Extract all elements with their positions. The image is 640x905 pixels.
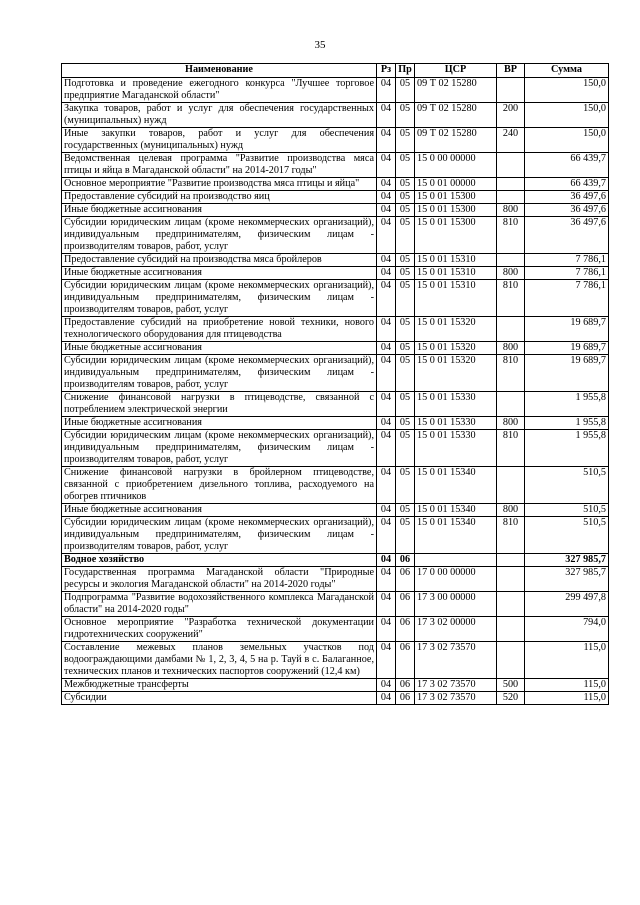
header-name: Наименование xyxy=(62,64,377,78)
row-rz: 04 xyxy=(377,128,396,153)
row-sum: 66 439,7 xyxy=(525,153,609,178)
table-row xyxy=(62,467,609,504)
row-sum: 794,0 xyxy=(525,617,609,642)
row-pr: 06 xyxy=(396,592,415,617)
row-rz: 04 xyxy=(377,592,396,617)
row-sum: 1 955,8 xyxy=(525,430,609,467)
row-pr: 06 xyxy=(396,692,415,705)
row-pr: 05 xyxy=(396,128,415,153)
row-vr: 240 xyxy=(497,128,525,153)
table-row xyxy=(62,592,609,617)
row-sum: 7 786,1 xyxy=(525,280,609,317)
row-pr: 05 xyxy=(396,517,415,554)
table-row xyxy=(62,430,609,467)
row-csr: 17 3 02 73570 xyxy=(415,692,497,705)
table-row xyxy=(62,254,609,267)
row-vr: 810 xyxy=(497,217,525,254)
row-pr: 05 xyxy=(396,467,415,504)
row-name: Ведомственная целевая программа "Развитие производства мяса птицы и яйца в Магаданской области" на 2014-2017 годы" xyxy=(62,153,377,178)
row-pr: 05 xyxy=(396,103,415,128)
row-rz: 04 xyxy=(377,178,396,191)
row-pr: 05 xyxy=(396,392,415,417)
row-name: Предоставление субсидий на приобретение новой техники, нового технологического оборудования для птицеводства xyxy=(62,317,377,342)
row-name: Субсидии xyxy=(62,692,377,705)
row-csr: 15 0 01 15300 xyxy=(415,204,497,217)
row-vr: 800 xyxy=(497,417,525,430)
table-row xyxy=(62,355,609,392)
row-name: Подпрограмма "Развитие водохозяйственного комплекса Магаданской области" на 2014-2020 годы" xyxy=(62,592,377,617)
row-vr: 800 xyxy=(497,504,525,517)
row-sum: 510,5 xyxy=(525,504,609,517)
table-header xyxy=(62,64,609,78)
row-pr: 05 xyxy=(396,254,415,267)
row-pr: 05 xyxy=(396,217,415,254)
row-csr: 09 Т 02 15280 xyxy=(415,103,497,128)
row-sum: 7 786,1 xyxy=(525,267,609,280)
row-name: Основное мероприятие "Разработка технической документации гидротехнических сооружений" xyxy=(62,617,377,642)
budget-table xyxy=(61,63,609,705)
table-row xyxy=(62,191,609,204)
row-sum: 36 497,6 xyxy=(525,191,609,204)
row-sum: 36 497,6 xyxy=(525,204,609,217)
table-row xyxy=(62,417,609,430)
row-pr: 06 xyxy=(396,554,415,567)
row-rz: 04 xyxy=(377,392,396,417)
row-vr xyxy=(497,617,525,642)
row-sum: 150,0 xyxy=(525,103,609,128)
table-row xyxy=(62,692,609,705)
row-rz: 04 xyxy=(377,417,396,430)
row-vr xyxy=(497,467,525,504)
row-vr: 500 xyxy=(497,679,525,692)
row-vr xyxy=(497,153,525,178)
row-csr: 09 Т 02 15280 xyxy=(415,78,497,103)
row-name: Водное хозяйство xyxy=(62,554,377,567)
row-rz: 04 xyxy=(377,78,396,103)
table-row xyxy=(62,78,609,103)
row-name: Субсидии юридическим лицам (кроме некоммерческих организаций), индивидуальным предпринимателям, физическим лицам - производителям товаров, работ, услуг xyxy=(62,517,377,554)
row-csr: 15 0 01 15330 xyxy=(415,430,497,467)
row-vr: 810 xyxy=(497,280,525,317)
row-sum: 510,5 xyxy=(525,467,609,504)
row-vr xyxy=(497,592,525,617)
table-row xyxy=(62,642,609,679)
header-csr: ЦСР xyxy=(415,64,497,78)
row-name: Субсидии юридическим лицам (кроме некоммерческих организаций), индивидуальным предпринимателям, физическим лицам - производителям товаров, работ, услуг xyxy=(62,217,377,254)
table-row xyxy=(62,567,609,592)
row-rz: 04 xyxy=(377,692,396,705)
header-sum: Сумма xyxy=(525,64,609,78)
row-sum: 115,0 xyxy=(525,679,609,692)
row-name: Иные закупки товаров, работ и услуг для обеспечения государственных (муниципальных) нужд xyxy=(62,128,377,153)
row-sum: 36 497,6 xyxy=(525,217,609,254)
row-csr: 17 0 00 00000 xyxy=(415,567,497,592)
row-sum: 19 689,7 xyxy=(525,317,609,342)
row-name: Подготовка и проведение ежегодного конкурса "Лучшее торговое предприятие Магаданской области" xyxy=(62,78,377,103)
row-csr: 17 3 00 00000 xyxy=(415,592,497,617)
row-pr: 05 xyxy=(396,417,415,430)
row-csr: 15 0 01 15300 xyxy=(415,191,497,204)
row-rz: 04 xyxy=(377,267,396,280)
row-csr: 15 0 01 15320 xyxy=(415,317,497,342)
row-csr: 15 0 01 15310 xyxy=(415,254,497,267)
row-sum: 150,0 xyxy=(525,128,609,153)
table-row xyxy=(62,103,609,128)
row-vr xyxy=(497,254,525,267)
row-csr: 15 0 00 00000 xyxy=(415,153,497,178)
row-rz: 04 xyxy=(377,642,396,679)
row-pr: 05 xyxy=(396,342,415,355)
row-name: Государственная программа Магаданской области "Природные ресурсы и экология Магаданской области" на 2014-2020 годы" xyxy=(62,567,377,592)
header-rz: Рз xyxy=(377,64,396,78)
row-csr: 15 0 01 15320 xyxy=(415,342,497,355)
table-row xyxy=(62,342,609,355)
row-name: Иные бюджетные ассигнования xyxy=(62,417,377,430)
row-sum: 510,5 xyxy=(525,517,609,554)
row-name: Составление межевых планов земельных участков под водоограждающими дамбами № 1, 2, 3, 4, 5 на р. Тауй в с. Балаганное, технических планов и технических паспортов сооружений (12,4 км) xyxy=(62,642,377,679)
row-csr: 17 3 02 73570 xyxy=(415,642,497,679)
row-csr: 15 0 01 15310 xyxy=(415,280,497,317)
row-name: Снижение финансовой нагрузки в бройлерном птицеводстве, связанной с приобретением дизельного топлива, расходуемого на обогрев птичников xyxy=(62,467,377,504)
row-rz: 04 xyxy=(377,355,396,392)
table-row xyxy=(62,178,609,191)
row-vr: 800 xyxy=(497,342,525,355)
row-csr: 15 0 01 15300 xyxy=(415,217,497,254)
row-vr xyxy=(497,554,525,567)
row-sum: 19 689,7 xyxy=(525,342,609,355)
row-sum: 299 497,8 xyxy=(525,592,609,617)
row-rz: 04 xyxy=(377,317,396,342)
row-csr: 17 3 02 73570 xyxy=(415,679,497,692)
header-pr: Пр xyxy=(396,64,415,78)
row-vr xyxy=(497,317,525,342)
row-vr: 200 xyxy=(497,103,525,128)
page-number: 35 xyxy=(314,39,326,51)
row-pr: 06 xyxy=(396,617,415,642)
row-sum: 327 985,7 xyxy=(525,567,609,592)
row-name: Иные бюджетные ассигнования xyxy=(62,504,377,517)
row-vr xyxy=(497,178,525,191)
table-row xyxy=(62,153,609,178)
row-sum: 19 689,7 xyxy=(525,355,609,392)
row-pr: 06 xyxy=(396,567,415,592)
table-row xyxy=(62,617,609,642)
row-vr: 800 xyxy=(497,267,525,280)
row-pr: 05 xyxy=(396,191,415,204)
row-rz: 04 xyxy=(377,217,396,254)
header-row xyxy=(62,64,609,78)
row-pr: 05 xyxy=(396,280,415,317)
row-vr xyxy=(497,642,525,679)
row-pr: 05 xyxy=(396,267,415,280)
row-csr: 09 Т 02 15280 xyxy=(415,128,497,153)
row-vr: 520 xyxy=(497,692,525,705)
row-name: Предоставление субсидий на производства мяса бройлеров xyxy=(62,254,377,267)
table-body xyxy=(62,78,609,705)
row-name: Снижение финансовой нагрузки в птицеводстве, связанной с потреблением электрической энергии xyxy=(62,392,377,417)
row-name: Закупка товаров, работ и услуг для обеспечения государственных (муниципальных) нужд xyxy=(62,103,377,128)
row-sum: 7 786,1 xyxy=(525,254,609,267)
row-csr: 15 0 01 15330 xyxy=(415,392,497,417)
row-pr: 06 xyxy=(396,642,415,679)
table-row xyxy=(62,504,609,517)
row-pr: 06 xyxy=(396,679,415,692)
row-vr: 810 xyxy=(497,430,525,467)
row-rz: 04 xyxy=(377,103,396,128)
row-csr: 15 0 01 15340 xyxy=(415,504,497,517)
table-row xyxy=(62,267,609,280)
row-rz: 04 xyxy=(377,254,396,267)
row-csr: 15 0 01 15340 xyxy=(415,467,497,504)
row-name: Иные бюджетные ассигнования xyxy=(62,342,377,355)
row-csr: 17 3 02 00000 xyxy=(415,617,497,642)
row-rz: 04 xyxy=(377,342,396,355)
row-name: Основное мероприятие "Развитие производства мяса птицы и яйца" xyxy=(62,178,377,191)
row-csr: 15 0 01 00000 xyxy=(415,178,497,191)
table-row xyxy=(62,280,609,317)
row-pr: 05 xyxy=(396,504,415,517)
row-name: Предоставление субсидий на производство яиц xyxy=(62,191,377,204)
row-name: Иные бюджетные ассигнования xyxy=(62,204,377,217)
row-sum: 327 985,7 xyxy=(525,554,609,567)
row-vr: 810 xyxy=(497,355,525,392)
row-rz: 04 xyxy=(377,617,396,642)
row-pr: 05 xyxy=(396,355,415,392)
row-name: Субсидии юридическим лицам (кроме некоммерческих организаций), индивидуальным предпринимателям, физическим лицам - производителям товаров, работ, услуг xyxy=(62,355,377,392)
table-row xyxy=(62,392,609,417)
table-row xyxy=(62,217,609,254)
row-sum: 66 439,7 xyxy=(525,178,609,191)
row-rz: 04 xyxy=(377,467,396,504)
row-rz: 04 xyxy=(377,191,396,204)
row-rz: 04 xyxy=(377,430,396,467)
row-name: Субсидии юридическим лицам (кроме некоммерческих организаций), индивидуальным предпринимателям, физическим лицам - производителям товаров, работ, услуг xyxy=(62,430,377,467)
row-sum: 115,0 xyxy=(525,692,609,705)
row-pr: 05 xyxy=(396,153,415,178)
row-name: Субсидии юридическим лицам (кроме некоммерческих организаций), индивидуальным предпринимателям, физическим лицам - производителям товаров, работ, услуг xyxy=(62,280,377,317)
row-vr xyxy=(497,78,525,103)
row-rz: 04 xyxy=(377,554,396,567)
row-rz: 04 xyxy=(377,504,396,517)
table-row xyxy=(62,554,609,567)
row-rz: 04 xyxy=(377,679,396,692)
row-rz: 04 xyxy=(377,204,396,217)
row-sum: 115,0 xyxy=(525,642,609,679)
row-pr: 05 xyxy=(396,178,415,191)
row-csr: 15 0 01 15320 xyxy=(415,355,497,392)
row-vr: 800 xyxy=(497,204,525,217)
row-rz: 04 xyxy=(377,153,396,178)
table-row xyxy=(62,317,609,342)
row-csr: 15 0 01 15340 xyxy=(415,517,497,554)
row-sum: 150,0 xyxy=(525,78,609,103)
row-pr: 05 xyxy=(396,204,415,217)
row-name: Межбюджетные трансферты xyxy=(62,679,377,692)
row-csr: 15 0 01 15310 xyxy=(415,267,497,280)
row-csr xyxy=(415,554,497,567)
row-csr: 15 0 01 15330 xyxy=(415,417,497,430)
row-rz: 04 xyxy=(377,567,396,592)
row-rz: 04 xyxy=(377,280,396,317)
row-vr xyxy=(497,567,525,592)
row-sum: 1 955,8 xyxy=(525,417,609,430)
row-pr: 05 xyxy=(396,430,415,467)
table-row xyxy=(62,679,609,692)
table-row xyxy=(62,517,609,554)
row-name: Иные бюджетные ассигнования xyxy=(62,267,377,280)
header-vr: ВР xyxy=(497,64,525,78)
row-vr xyxy=(497,191,525,204)
row-sum: 1 955,8 xyxy=(525,392,609,417)
row-vr: 810 xyxy=(497,517,525,554)
row-vr xyxy=(497,392,525,417)
table-row xyxy=(62,204,609,217)
table-row xyxy=(62,128,609,153)
row-pr: 05 xyxy=(396,317,415,342)
row-rz: 04 xyxy=(377,517,396,554)
row-pr: 05 xyxy=(396,78,415,103)
